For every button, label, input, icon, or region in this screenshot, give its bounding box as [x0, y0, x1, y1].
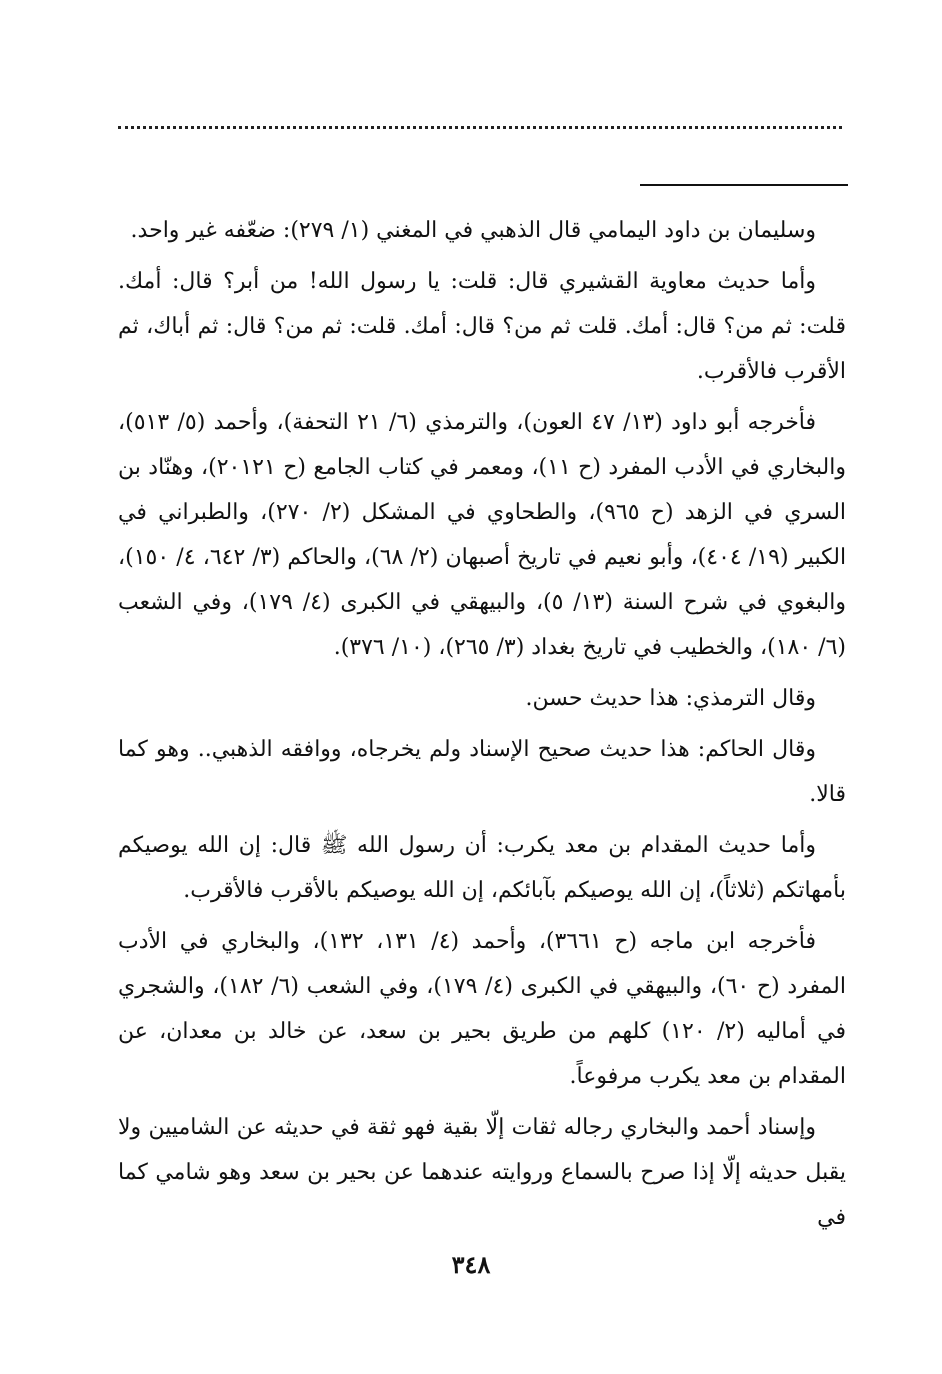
page-number: ٣٤٨: [451, 1250, 491, 1279]
footnote-rule: [640, 184, 848, 186]
main-text: [118, 208, 846, 1246]
paragraph: وأما حديث المقدام بن معد يكرب: أن رسول الله ﷺ قال: إن الله يوصيكم بأمهاتكم (ثلاثاً)، إن الله يوصيكم بآبائكم، إن الله يوصيكم بالأقرب فالأقرب.: [118, 833, 846, 903]
paragraph: فأخرجه ابن ماجه (ح ٣٦٦١)، وأحمد (٤/ ١٣١، ١٣٢)، والبخاري في الأدب المفرد (ح ٦٠)، والبيهقي في الكبرى (٤/ ١٧٩)، وفي الشعب (٦/ ١٨٢)، والشجري في أماليه (٢/ ١٢٠) كلهم من طريق بحير بن سعد، عن خالد بن معدان، عن المقدام بن معد يكرب مرفوعاً.: [118, 929, 846, 1089]
paragraph: وسليمان بن داود اليمامي قال الذهبي في المغني (١/ ٢٧٩): ضعّفه غير واحد.: [130, 218, 816, 243]
paragraph: فأخرجه أبو داود (١٣/ ٤٧ العون)، والترمذي (٦/ ٢١ التحفة)، وأحمد (٥/ ٥١٣)، والبخاري في الأدب المفرد (ح ١١)، ومعمر في كتاب الجامع (ح ٢٠١٢١)، وهنّاد بن السري في الزهد (ح ٩٦٥)، والطحاوي في المشكل (٢/ ٢٧٠)، والطبراني في الكبير (١٩/ ٤٠٤)، وأبو نعيم في تاريخ أصبهان (٢/ ٦٨)، والحاكم (٣/ ٦٤٢، ٤/ ١٥٠)، والبغوي في شرح السنة (١٣/ ٥)، والبيهقي في الكبرى (٤/ ١٧٩)، وفي الشعب (٦/ ١٨٠)، والخطيب في تاريخ بغداد (٣/ ٢٦٥)، (١٠/ ٣٧٦).: [118, 410, 847, 660]
paragraph: وقال الترمذي: هذا حديث حسن.: [525, 686, 816, 711]
dotted-separator: [118, 126, 842, 129]
paragraph: وإسناد أحمد والبخاري رجاله ثقات إلّا بقية فهو ثقة في حديثه عن الشاميين ولا يقبل حديثه إلّا إذا صرح بالسماع وروايته عندهما عن بحير بن سعد وهو شامي كما في: [118, 1115, 846, 1230]
paragraph: وأما حديث معاوية القشيري قال: قلت: يا رسول الله! من أبر؟ قال: أمك. قلت: ثم من؟ قال: أمك. قلت ثم من؟ قال: أمك. قلت: ثم من؟ قال: ثم أباك، ثم الأقرب فالأقرب.: [118, 269, 846, 384]
paragraph: وقال الحاكم: هذا حديث صحيح الإسناد ولم يخرجاه، ووافقه الذهبي.. وهو كما قالا.: [118, 737, 846, 807]
